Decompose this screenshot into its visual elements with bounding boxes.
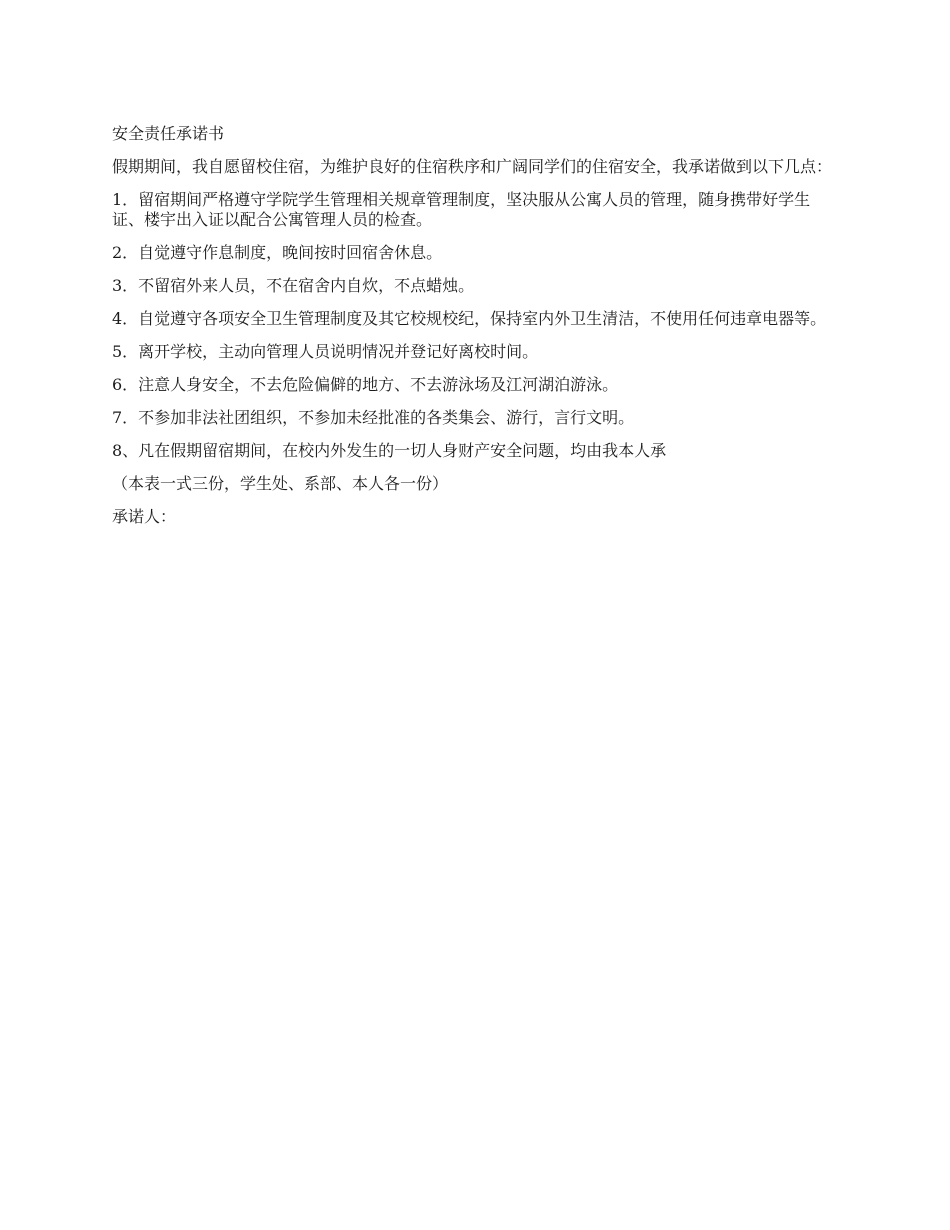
commitment-item-3: 3．不留宿外来人员，不在宿舍内自炊，不点蜡烛。 — [112, 276, 475, 295]
signature-label: 承诺人： — [112, 507, 177, 526]
document-title: 安全责任承诺书 — [112, 124, 225, 143]
commitment-item-2: 2．自觉遵守作息制度，晚间按时回宿舍休息。 — [112, 243, 443, 262]
copies-note: （本表一式三份，学生处、系部、本人各一份） — [112, 474, 449, 493]
commitment-item-7: 7．不参加非法社团组织，不参加未经批准的各类集会、游行，言行文明。 — [112, 408, 635, 427]
commitment-item-4: 4．自觉遵守各项安全卫生管理制度及其它校规校纪，保持室内外卫生清洁，不使用任何违章电器等。 — [112, 309, 827, 328]
intro-paragraph: 假期期间，我自愿留校住宿，为维护良好的住宿秩序和广阔同学们的住宿安全，我承诺做到以下几点： — [112, 157, 833, 176]
commitment-item-6: 6．注意人身安全，不去危险偏僻的地方、不去游泳场及江河湖泊游泳。 — [112, 375, 619, 394]
commitment-item-8: 8、凡在假期留宿期间，在校内外发生的一切人身财产安全问题，均由我本人承 — [112, 441, 667, 460]
commitment-item-1: 1．留宿期间严格遵守学院学生管理相关规章管理制度，坚决服从公寓人员的管理，随身携带好学生证、楼宇出入证以配合公寓管理人员的检查。 — [112, 190, 811, 229]
commitment-item-5: 5．离开学校，主动向管理人员说明情况并登记好离校时间。 — [112, 342, 539, 361]
